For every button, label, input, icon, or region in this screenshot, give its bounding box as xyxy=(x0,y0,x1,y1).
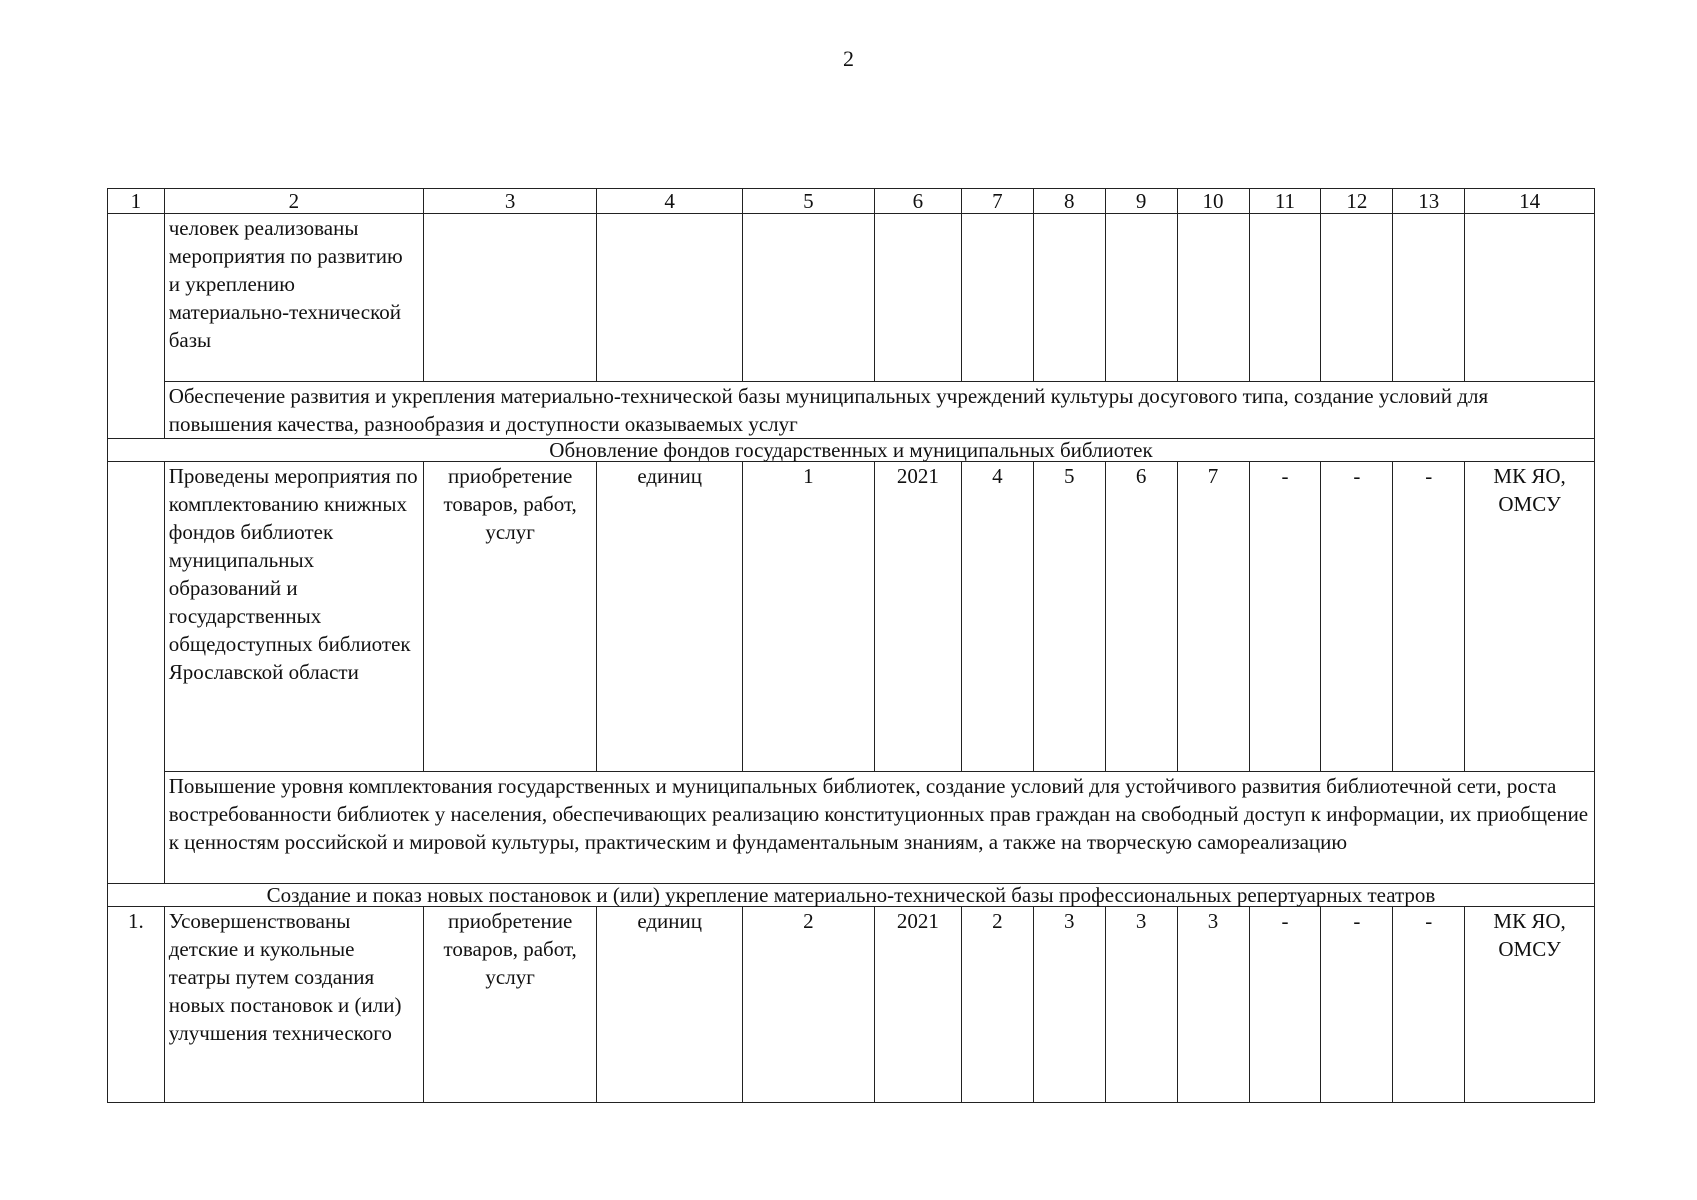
column-header: 4 xyxy=(597,189,743,214)
result-cell: Проведены мероприятия по комплектованию книжных фондов библиотек муниципальных образований и государственных общедоступных библиотек Ярославской области xyxy=(164,462,423,772)
table-row xyxy=(108,907,1595,1103)
value-cell: - xyxy=(1249,907,1321,1103)
description-cell: Обеспечение развития и укрепления материально-технической базы муниципальных учреждений культуры досугового типа, создание условий для повышения качества, разнообразия и доступности оказываемых услуг xyxy=(164,382,1594,439)
type-cell: приобретение товаров, работ, услуг xyxy=(424,462,597,772)
value-cell: 5 xyxy=(1033,462,1105,772)
value-cell: 3 xyxy=(1033,907,1105,1103)
table-row xyxy=(108,462,1595,772)
table-row xyxy=(108,214,1595,382)
document-table xyxy=(107,188,1595,1103)
description-cell: Повышение уровня комплектования государственных и муниципальных библиотек, создание условий для устойчивого развития библиотечной сети, роста востребованности библиотек у населения, обеспечивающих реализацию конституционных прав граждан на свободный доступ к информации, их приобщение к ценностям российской и мировой культуры, практическим и фундаментальным знаниям, а также на творческую самореализацию xyxy=(164,772,1594,884)
column-header: 6 xyxy=(874,189,961,214)
base-year-cell: 2021 xyxy=(874,907,961,1103)
section-title-row xyxy=(108,884,1595,907)
column-header: 13 xyxy=(1393,189,1465,214)
column-header: 14 xyxy=(1465,189,1595,214)
responsible-cell: МК ЯО, ОМСУ xyxy=(1465,907,1595,1103)
responsible-cell: МК ЯО, ОМСУ xyxy=(1465,462,1595,772)
value-cell: 7 xyxy=(1177,462,1249,772)
value-cell: 2 xyxy=(961,907,1033,1103)
column-header: 7 xyxy=(961,189,1033,214)
column-header: 10 xyxy=(1177,189,1249,214)
base-year-cell: 2021 xyxy=(874,462,961,772)
base-value-cell: 1 xyxy=(743,462,875,772)
value-cell: 4 xyxy=(961,462,1033,772)
row-number-cell xyxy=(108,462,165,884)
column-number-row xyxy=(108,189,1595,214)
column-header: 9 xyxy=(1105,189,1177,214)
type-cell: приобретение товаров, работ, услуг xyxy=(424,907,597,1103)
column-header: 1 xyxy=(108,189,165,214)
table-row xyxy=(108,772,1595,884)
value-cell: - xyxy=(1321,462,1393,772)
page-number: 2 xyxy=(843,46,854,71)
column-header: 12 xyxy=(1321,189,1393,214)
value-cell: 3 xyxy=(1105,907,1177,1103)
value-cell: 6 xyxy=(1105,462,1177,772)
section-title-row xyxy=(108,439,1595,462)
value-cell: 3 xyxy=(1177,907,1249,1103)
unit-cell: единиц xyxy=(597,462,743,772)
result-cell: Усовершенствованы детские и кукольные театры путем создания новых постановок и (или) улучшения технического xyxy=(164,907,423,1103)
row-number-cell xyxy=(108,214,165,439)
column-header: 5 xyxy=(743,189,875,214)
column-header: 2 xyxy=(164,189,423,214)
section-title: Создание и показ новых постановок и (или) укрепление материально-технической базы профессиональных репертуарных театров xyxy=(108,884,1595,907)
base-value-cell: 2 xyxy=(743,907,875,1103)
value-cell: - xyxy=(1393,462,1465,772)
section-title: Обновление фондов государственных и муниципальных библиотек xyxy=(108,439,1595,462)
column-header: 11 xyxy=(1249,189,1321,214)
value-cell: - xyxy=(1321,907,1393,1103)
value-cell: - xyxy=(1249,462,1321,772)
column-header: 3 xyxy=(424,189,597,214)
value-cell: - xyxy=(1393,907,1465,1103)
row-number-cell: 1. xyxy=(108,907,165,1103)
result-cell: человек реализованы мероприятия по развитию и укреплению материально-технической базы xyxy=(164,214,423,382)
column-header: 8 xyxy=(1033,189,1105,214)
table-row xyxy=(108,382,1595,439)
unit-cell: единиц xyxy=(597,907,743,1103)
